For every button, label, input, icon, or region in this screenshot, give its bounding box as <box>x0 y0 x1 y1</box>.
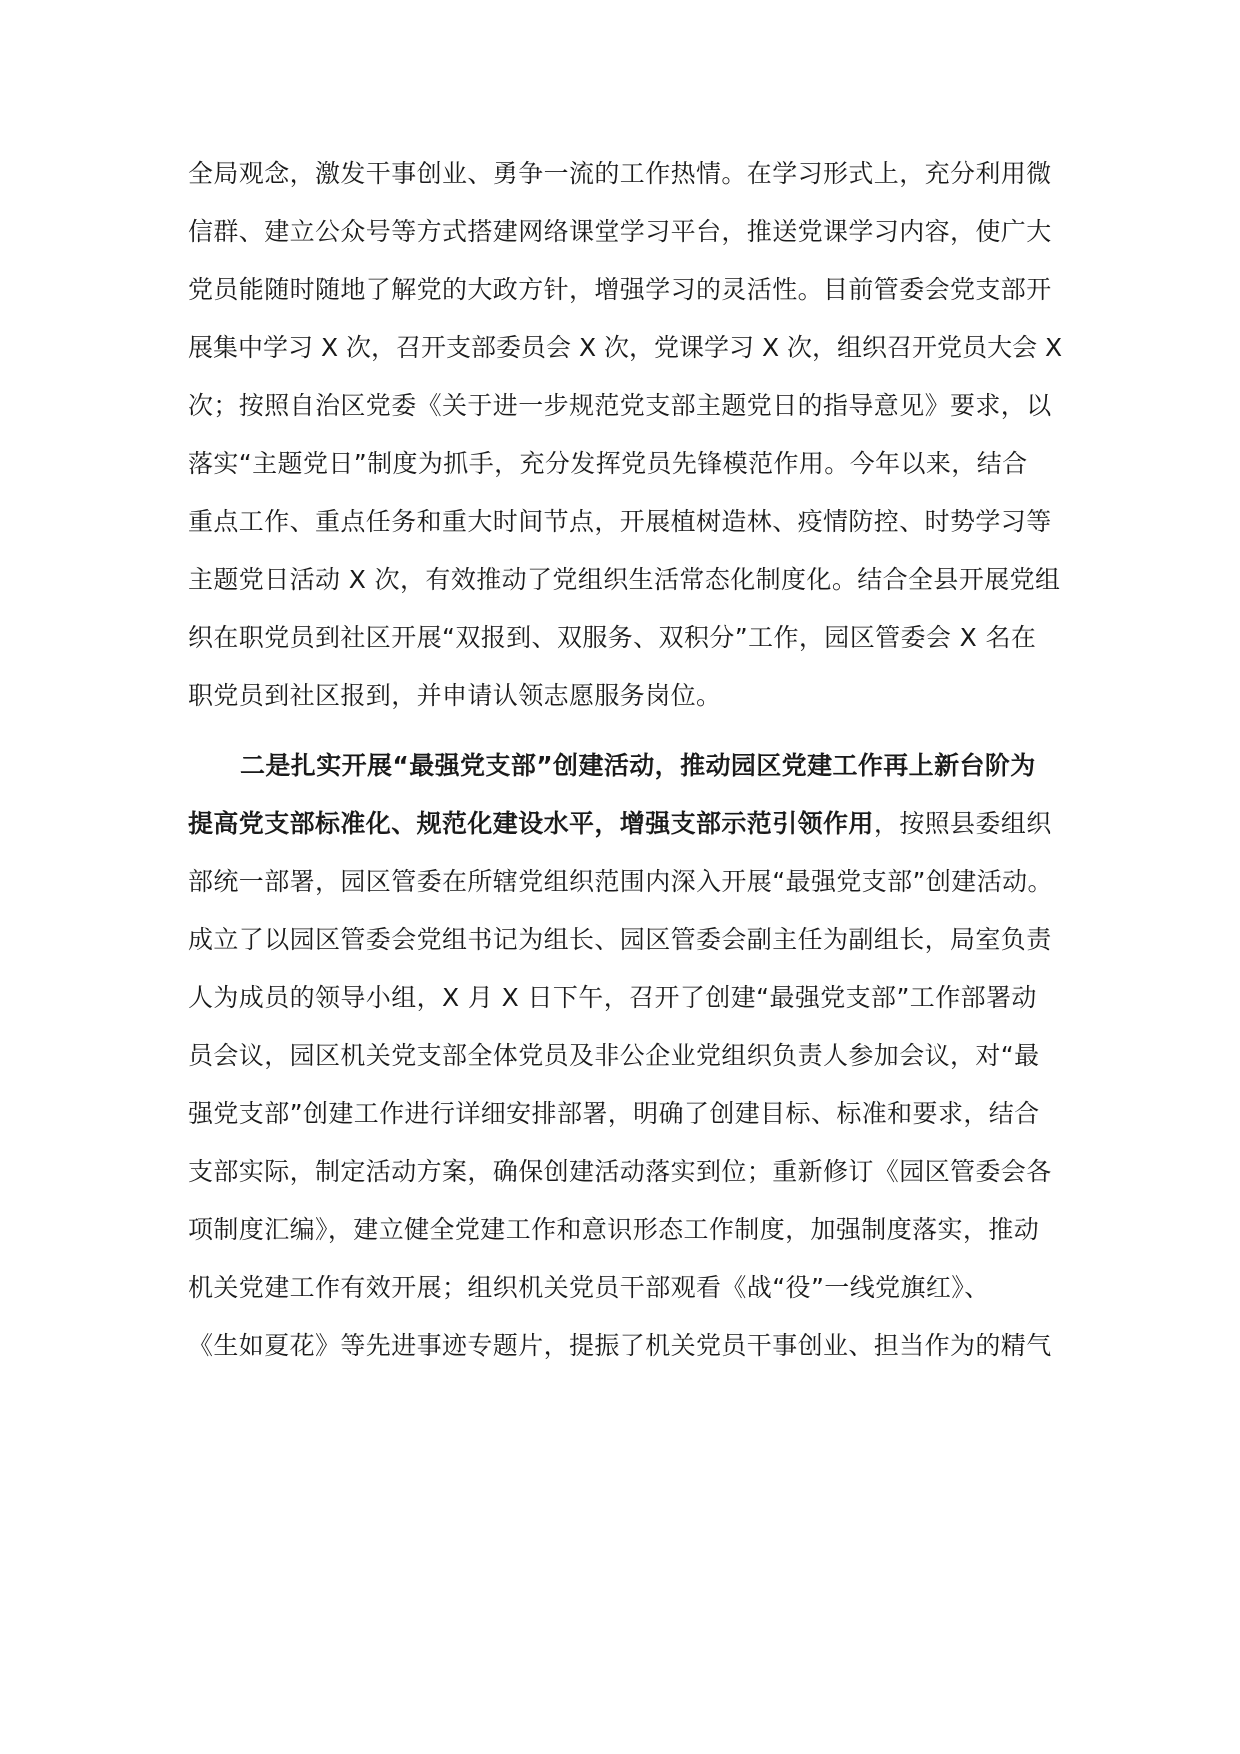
paragraph-1-line-3: 党员能随时随地了解党的大政方针，增强学习的灵活性。目前管委会党支部开 <box>188 275 1052 304</box>
paragraph-2-heading-line-2 <box>188 804 1068 844</box>
paragraph-1-line-8: 主题党日活动 X 次，有效推动了党组织生活常态化制度化。结合全县开展党组 <box>188 565 1061 594</box>
paragraph-2-line-6: 支部实际，制定活动方案，确保创建活动落实到位；重新修订《园区管委会各 <box>188 1157 1052 1186</box>
paragraph-2-line-3: 人为成员的领导小组，X 月 X 日下午，召开了创建“最强党支部”工作部署动 <box>188 983 1037 1012</box>
paragraph-2-line-5: 强党支部”创建工作进行详细安排部署，明确了创建目标、标准和要求，结合 <box>188 1099 1040 1128</box>
paragraph-2-line-7: 项制度汇编》，建立健全党建工作和意识形态工作制度，加强制度落实，推动 <box>188 1215 1040 1244</box>
paragraph-2-heading-line-1: 二是扎实开展“最强党支部”创建活动，推动园区党建工作再上新台阶为 <box>240 751 1036 780</box>
paragraph-2-heading-rest: ，按照县委组织 <box>873 809 1052 838</box>
paragraph-1-line-5: 次；按照自治区党委《关于进一步规范党支部主题党日的指导意见》要求，以 <box>188 391 1052 420</box>
paragraph-1-line-7: 重点工作、重点任务和重大时间节点，开展植树造林、疫情防控、时势学习等 <box>188 507 1052 536</box>
paragraph-2-line-9: 《生如夏花》等先进事迹专题片，提振了机关党员干事创业、担当作为的精气 <box>188 1331 1052 1360</box>
paragraph-2-line-2: 成立了以园区管委会党组书记为组长、园区管委会副主任为副组长，局室负责 <box>188 925 1052 954</box>
paragraph-2-line-1: 部统一部署，园区管委在所辖党组织范围内深入开展“最强党支部”创建活动。 <box>188 867 1053 896</box>
paragraph-1-line-2: 信群、建立公众号等方式搭建网络课堂学习平台，推送党课学习内容，使广大 <box>188 217 1052 246</box>
paragraph-2-heading-bold-part: 提高党支部标准化、规范化建设水平，增强支部示范引领作用 <box>188 809 874 838</box>
paragraph-2-line-8: 机关党建工作有效开展；组织机关党员干部观看《战“役”一线党旗红》、 <box>188 1273 990 1302</box>
paragraph-1-line-9: 织在职党员到社区开展“双报到、双服务、双积分”工作，园区管委会 X 名在 <box>188 623 1037 652</box>
paragraph-1-line-4: 展集中学习 X 次，召开支部委员会 X 次，党课学习 X 次，组织召开党员大会 X <box>188 333 1063 362</box>
paragraph-1-line-10: 职党员到社区报到，并申请认领志愿服务岗位。 <box>188 681 722 710</box>
paragraph-1-line-1: 全局观念，激发干事创业、勇争一流的工作热情。在学习形式上，充分利用微 <box>188 159 1052 188</box>
paragraph-2-line-4: 员会议，园区机关党支部全体党员及非公企业党组织负责人参加会议，对“最 <box>188 1041 1040 1070</box>
paragraph-1-line-6: 落实“主题党日”制度为抓手，充分发挥党员先锋模范作用。今年以来，结合 <box>188 449 1028 478</box>
